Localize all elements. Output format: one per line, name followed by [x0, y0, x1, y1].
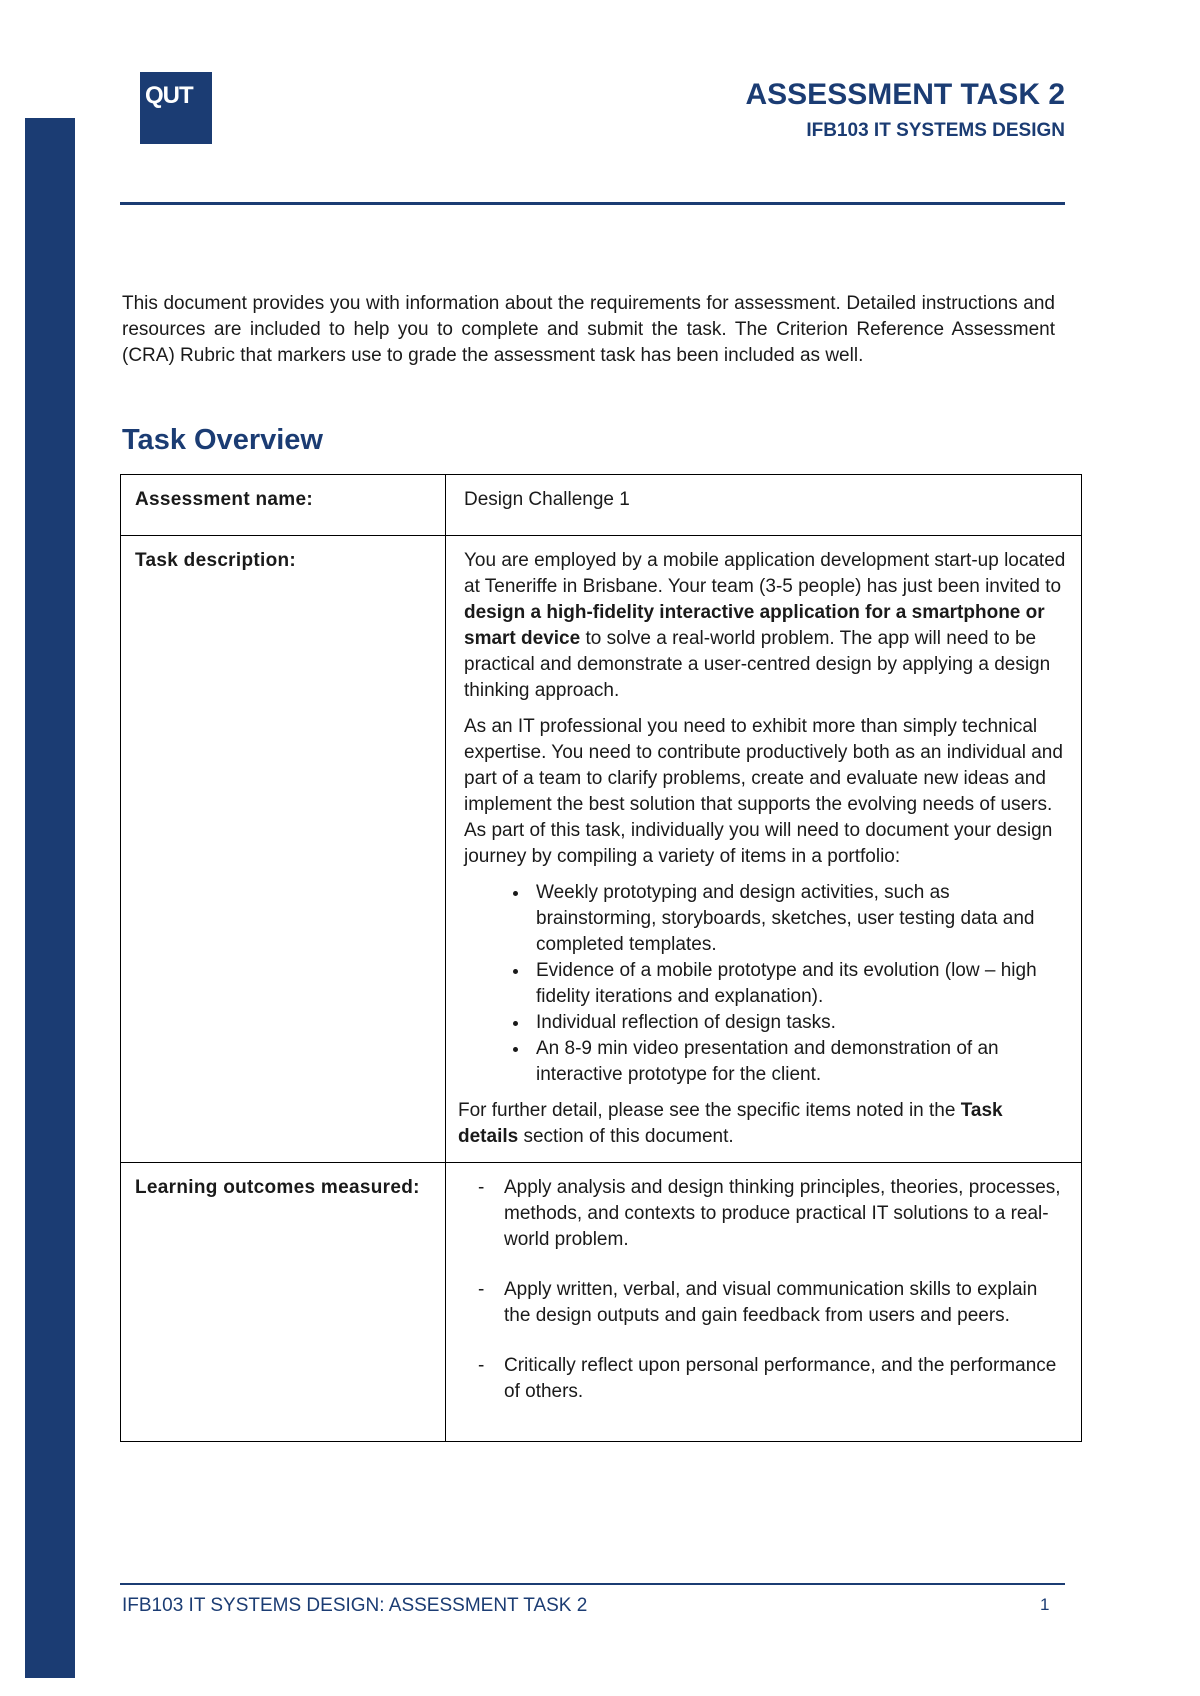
- task-overview-table: [120, 474, 1082, 1442]
- page-title: ASSESSMENT TASK 2: [745, 78, 1065, 111]
- header-divider: [120, 202, 1065, 205]
- learning-outcomes-value: [446, 1163, 1082, 1442]
- footer-text: IFB103 IT SYSTEMS DESIGN: ASSESSMENT TASK 2: [122, 1595, 588, 1616]
- learning-outcomes-list: [458, 1175, 1067, 1405]
- list-item: [458, 1175, 1067, 1253]
- page-subtitle: IFB103 IT SYSTEMS DESIGN: [806, 120, 1065, 141]
- task-description-label: Task description:: [121, 536, 446, 1163]
- dash-marker: -: [478, 1279, 485, 1300]
- page-number: 1: [1040, 1595, 1050, 1614]
- p1-text-bold: design a high-fidelity interactive application for a smartphone or smart device: [464, 602, 1045, 649]
- outcome-text: Critically reflect upon personal performance, and the performance of others.: [504, 1355, 1057, 1402]
- outcome-text: Apply analysis and design thinking principles, theories, processes, methods, and contexts to produce practical IT solutions to a real-world problem.: [504, 1177, 1061, 1250]
- dash-marker: -: [478, 1177, 485, 1198]
- further-detail-paragraph: [458, 1098, 1067, 1150]
- assessment-name-value: [446, 475, 1082, 536]
- assessment-name-text: Design Challenge 1: [464, 489, 630, 510]
- task-description-paragraph-2: As an IT professional you need to exhibit more than simply technical expertise. You need to contribute productively both as an individual and part of a team to clarify problems, create and evaluate new ideas and implement the best solution that supports the evolving needs of users. As part of this task, individually you will need to document your design journey by compiling a variety of items in a portfolio:: [464, 716, 1063, 867]
- assessment-name-label: Assessment name:: [121, 475, 446, 536]
- task-description-value: [446, 536, 1082, 1163]
- table-row-assessment-name: [121, 475, 1082, 536]
- further-text-bold: Task details: [458, 1100, 1003, 1147]
- further-text-end: section of this document.: [518, 1126, 734, 1147]
- p1-text-end: to solve a real-world problem. The app will need to be practical and demonstrate a user-centred design by applying a design thinking approach.: [464, 628, 1051, 701]
- portfolio-items-list: [458, 880, 1067, 1088]
- list-item: • Individual reflection of design tasks.: [530, 1010, 1067, 1036]
- table-row-learning-outcomes: [121, 1163, 1082, 1442]
- list-item: [458, 1353, 1067, 1405]
- sidebar-accent-bar: [25, 118, 75, 1678]
- task-description-paragraph-1: [464, 548, 1067, 704]
- logo-text: QUT: [145, 82, 193, 109]
- table-row-task-description: [121, 536, 1082, 1163]
- learning-outcomes-label: Learning outcomes measured:: [121, 1163, 446, 1442]
- qut-logo: [140, 72, 212, 144]
- dash-marker: -: [478, 1355, 485, 1376]
- outcome-text: Apply written, verbal, and visual communication skills to explain the design outputs and gain feedback from users and peers.: [504, 1279, 1038, 1326]
- intro-paragraph: This document provides you with information about the requirements for assessment. Detailed instructions and resources are included to help you to complete and submit the task. The Criterion Reference Assessment (CRA) Rubric that markers use to grade the assessment task has been included as well.: [122, 293, 1055, 366]
- list-item: [458, 1277, 1067, 1329]
- list-item: • An 8-9 min video presentation and demonstration of an interactive prototype for the client.: [530, 1036, 1067, 1088]
- list-item: • Weekly prototyping and design activities, such as brainstorming, storyboards, sketches, user testing data and completed templates.: [530, 880, 1067, 958]
- section-heading-task-overview: Task Overview: [122, 424, 323, 456]
- footer-divider: [120, 1583, 1065, 1585]
- list-item: • Evidence of a mobile prototype and its evolution (low – high fidelity iterations and explanation).: [530, 958, 1067, 1010]
- p1-text-start: You are employed by a mobile application development start-up located at Teneriffe in Brisbane. Your team (3-5 people) has just been invited to: [464, 550, 1066, 597]
- further-text-start: For further detail, please see the specific items noted in the: [458, 1100, 961, 1121]
